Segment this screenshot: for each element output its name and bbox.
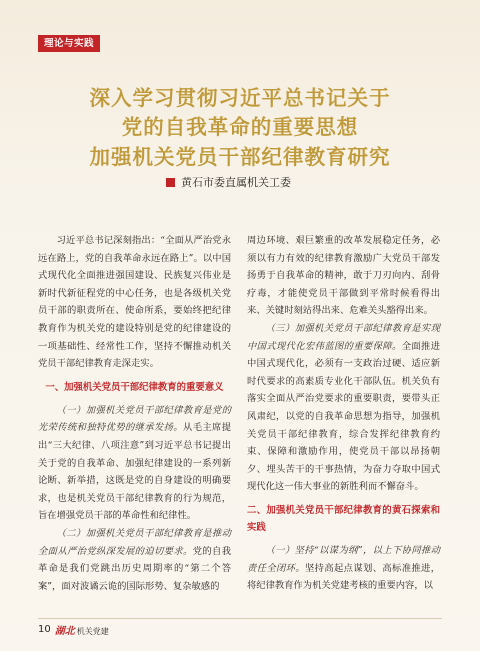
paragraph-body: 从毛主席提出“三大纪律、八项注意”到习近平总书记提出关于党的自我革命、加强纪律建设的一系列新论断、新举措，这既是党的自身建设的明确要求，也是机关党员干部纪律教育的行为规范，旨在增强党员干部的革命性和纪律性。 (38, 422, 231, 522)
paragraph (38, 402, 231, 525)
paragraph (247, 542, 440, 595)
subheading: （二）加强机关党员干部纪律教育是推动全面从严治党纵深发展的迫切要求。 (38, 527, 231, 557)
footer-divider (38, 618, 442, 619)
subheading: （一）加强机关党员干部纪律教育是党的光荣传统和独特优势的继承发扬。 (38, 404, 231, 434)
right-column (247, 232, 440, 595)
page-number: 10 (38, 623, 51, 635)
paragraph-body: 全面推进中国式现代化，必须有一支政治过硬、适应新时代要求的高素质专业化干部队伍。机关负有落实全面从严治党要求的重要职责，要带头正风肃纪，以党的自我革命思想为指导，加强机关党员干部纪律教育，综合发挥纪律教育约束、保障和激励作用，使党员干部以昂扬朝夕、埋头苦干的干事热情，为奋力夺取中国式现代化这一伟大事业的新胜利而不懈奋斗。 (247, 340, 440, 493)
subheading: （一）坚持“以谋为纲”，以上下协同推动责任全闭环。 (247, 544, 440, 574)
article-title-line-3: 加强机关党员干部纪律教育研究 (89, 145, 391, 169)
section-heading-2: 二、加强机关党员干部纪律教育的黄石探索和实践 (247, 504, 440, 533)
magazine-mark: 湖北 (54, 625, 75, 637)
paragraph-continued: 周边环境、艰巨繁重的改革发展稳定任务，必须以有力有效的纪律教育激励广大党员干部发扬勇于自我革命的精神，敢于刀刃向内、刮骨疗毒，才能使党员干部做到平常时候看得出来、关键时刻站得出来、危难关头豁得出来。 (247, 235, 440, 317)
intro-paragraph: 习近平总书记深刻指出：“全面从严治党永远在路上，党的自我革命永远在路上”。以中国式现代化全面推进强国建设、民族复兴伟业是新时代新征程党的中心任务，也是各级机关党员干部的职责所在、使命所系，要始终把纪律教育作为机关党的建设特别是党的纪律建设的一项基础性、经常性工作，坚持不懈推动机关党员干部纪律教育走深走实。 (38, 235, 231, 370)
article-title-line-1: 深入学习贯彻习近平总书记关于 (89, 86, 391, 110)
paragraph-body: 党的自我革命是我们党跳出历史周期率的“第二个答案”，面对波谲云诡的国际形势、复杂敏感的 (38, 545, 231, 592)
square-bullet-icon (166, 178, 175, 187)
page-footer (38, 622, 109, 636)
paragraph (247, 320, 440, 496)
paragraph-body: 坚持高起点谋划、高标准推进，将纪律教育作为机关党建考核的重要内容，以 (247, 562, 440, 592)
left-column (38, 232, 231, 595)
magazine-logo (55, 622, 109, 637)
paragraph (38, 525, 231, 595)
article-title-line-2: 党的自我革命的重要思想 (121, 115, 359, 139)
byline (166, 174, 291, 190)
subheading: （三）加强机关党员干部纪律教育是实现中国式现代化宏伟蓝图的重要保障。 (247, 322, 440, 352)
byline-text: 黄石市委直属机关工委 (181, 176, 291, 189)
section-heading-1: 一、加强机关党员干部纪律教育的重要意义 (45, 381, 224, 393)
magazine-name: 机关党建 (76, 626, 109, 636)
section-tag: 理论与实践 (38, 35, 100, 52)
